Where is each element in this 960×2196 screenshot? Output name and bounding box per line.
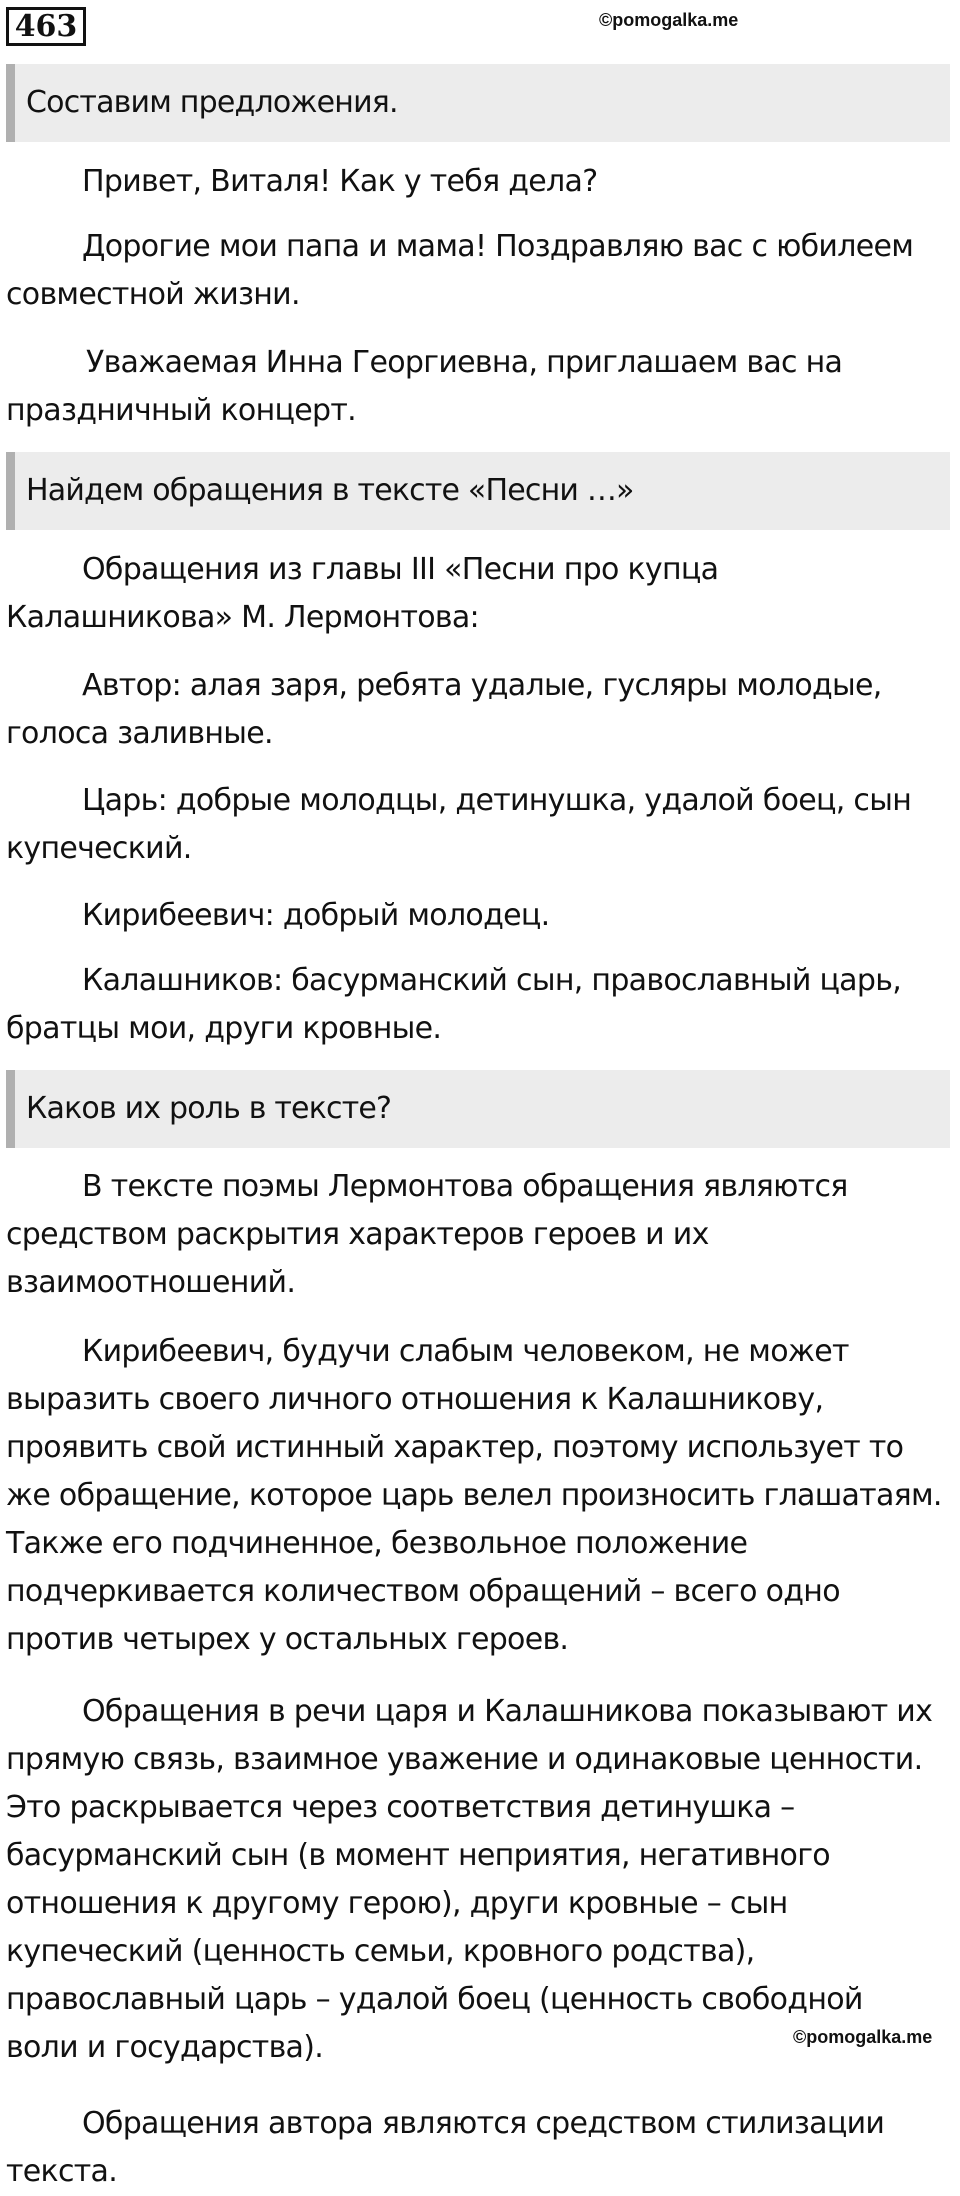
text-line: текста.: [6, 2154, 118, 2189]
paragraph: [6, 662, 950, 758]
text-line: Калашников: басурманский сын, православный царь,: [82, 963, 902, 998]
text-line: купеческий (ценность семьи, кровного родства),: [6, 1934, 755, 1969]
text-line: Кирибеевич: добрый молодец.: [82, 898, 550, 933]
text-line: Также его подчиненное, безвольное положение: [6, 1526, 748, 1561]
paragraph: [6, 223, 950, 319]
paragraph: [6, 1688, 950, 2072]
text-line: против четырех у остальных героев.: [6, 1622, 569, 1657]
text-line: подчеркивается количеством обращений – всего одно: [6, 1574, 840, 1609]
text-line: прямую связь, взаимное уважение и одинаковые ценности.: [6, 1742, 923, 1777]
text-line: Калашникова» М. Лермонтова:: [6, 600, 479, 635]
text-line: проявить свой истинный характер, поэтому использует то: [6, 1430, 904, 1465]
text-line: воли и государства).: [6, 2030, 324, 2065]
text-line: совместной жизни.: [6, 277, 300, 312]
text-line: Обращения в речи царя и Калашникова показывают их: [82, 1694, 933, 1729]
task-number-badge: 463: [6, 7, 86, 46]
paragraph: [6, 1163, 950, 1307]
paragraph: [6, 546, 950, 642]
watermark-top: ©pomogalka.me: [599, 10, 739, 30]
text-line: православный царь – удалой боец (ценность свободной: [6, 1982, 863, 2017]
text-line: Уважаемая Инна Георгиевна, приглашаем вас на: [86, 345, 843, 380]
section-header-3: Каков их роль в тексте?: [6, 1070, 950, 1148]
watermark-bottom: ©pomogalka.me: [793, 2027, 933, 2047]
paragraph: [6, 1328, 950, 1664]
text-line: отношения к другому герою), други кровные – сын: [6, 1886, 788, 1921]
text-line: В тексте поэмы Лермонтова обращения являются: [82, 1169, 848, 1204]
text-line: Дорогие мои папа и мама! Поздравляю вас с юбилеем: [82, 229, 914, 264]
text-line: Обращения автора являются средством стилизации: [82, 2106, 885, 2141]
paragraph: [6, 339, 950, 435]
paragraph: [6, 2100, 950, 2196]
text-line: же обращение, которое царь велел произносить глашатаям.: [6, 1478, 942, 1513]
text-line: купеческий.: [6, 831, 192, 866]
text-line: Кирибеевич, будучи слабым человеком, не может: [82, 1334, 849, 1369]
text-line: средством раскрытия характеров героев и их: [6, 1217, 709, 1252]
text-line: Это раскрывается через соответствия детинушка –: [6, 1790, 795, 1825]
section-header-1: Составим предложения.: [6, 64, 950, 142]
text-line: Привет, Виталя! Как у тебя дела?: [82, 164, 598, 199]
text-line: взаимоотношений.: [6, 1265, 296, 1300]
text-line: голоса заливные.: [6, 716, 273, 751]
section-header-2: Найдем обращения в тексте «Песни …»: [6, 452, 950, 530]
paragraph: [6, 777, 950, 873]
paragraph: [6, 158, 950, 206]
paragraph: [6, 957, 950, 1053]
text-line: Автор: алая заря, ребята удалые, гусляры молодые,: [82, 668, 882, 703]
paragraph: [6, 892, 950, 940]
text-line: басурманский сын (в момент неприятия, негативного: [6, 1838, 830, 1873]
text-line: праздничный концерт.: [6, 393, 356, 428]
text-line: братцы мои, други кровные.: [6, 1011, 442, 1046]
text-line: Царь: добрые молодцы, детинушка, удалой боец, сын: [82, 783, 912, 818]
text-line: Обращения из главы III «Песни про купца: [82, 552, 719, 587]
text-line: выразить своего личного отношения к Калашникову,: [6, 1382, 824, 1417]
